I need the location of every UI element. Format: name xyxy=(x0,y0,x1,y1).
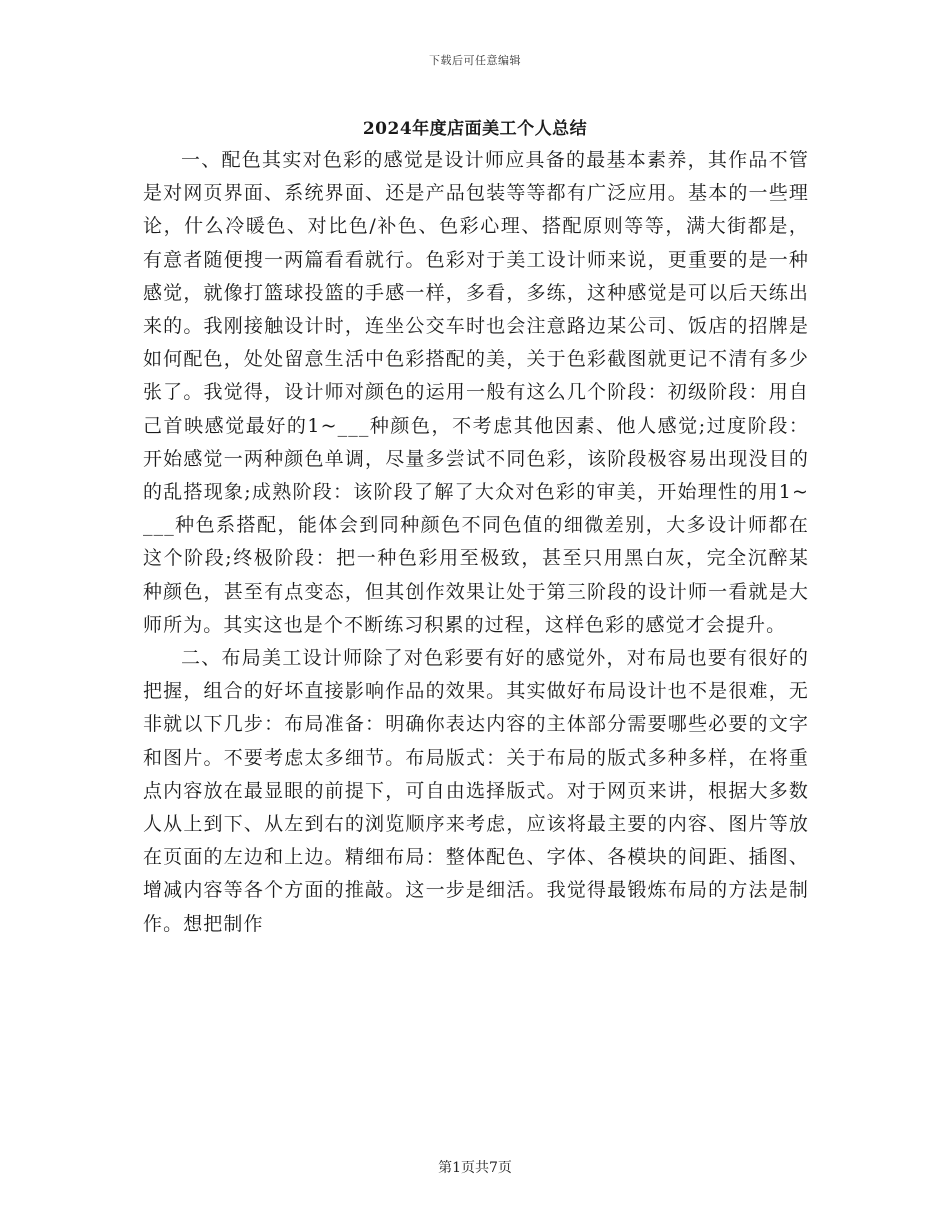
page-header-note: 下载后可任意编辑 xyxy=(429,54,521,67)
page-number: 第1页共7页 xyxy=(438,1160,512,1176)
document-body xyxy=(143,144,809,941)
paragraph-color: 一、配色其实对色彩的感觉是设计师应具备的最基本素养，其作品不管是对网页界面、系统界面、还是产品包装等等都有广泛应用。基本的一些理论，什么冷暖色、对比色/补色、色彩心理、搭配原则等等，满大街都是，有意者随便搜一两篇看看就行。色彩对于美工设计师来说，更重要的是一种感觉，就像打篮球投篮的手感一样，多看，多练，这种感觉是可以后天练出来的。我刚接触设计时，连坐公交车时也会注意路边某公司、饭店的招牌是如何配色，处处留意生活中色彩搭配的美，关于色彩截图就更记不清有多少张了。我觉得，设计师对颜色的运用一般有这么几个阶段：初级阶段：用自己首映感觉最好的1~___种颜色，不考虑其他因素、他人感觉;过度阶段：开始感觉一两种颜色单调，尽量多尝试不同色彩，该阶段极容易出现没目的的乱搭现象;成熟阶段：该阶段了解了大众对色彩的审美，开始理性的用1~___种色系搭配，能体会到同种颜色不同色值的细微差别，大多设计师都在这个阶段;终极阶段：把一种色彩用至极致，甚至只用黑白灰，完全沉醉某种颜色，甚至有点变态，但其创作效果让处于第三阶段的设计师一看就是大师所为。其实这也是个不断练习积累的过程，这样色彩的感觉才会提升。 xyxy=(143,149,809,636)
document-title: 2024年度店面美工个人总结 xyxy=(362,119,588,139)
paragraph-layout: 二、布局美工设计师除了对色彩要有好的感觉外，对布局也要有很好的把握，组合的好坏直接影响作品的效果。其实做好布局设计也不是很难，无非就以下几步：布局准备：明确你表达内容的主体部分需要哪些必要的文字和图片。不要考虑太多细节。布局版式：关于布局的版式多种多样，在将重点内容放在最显眼的前提下，可自由选择版式。对于网页来讲，根据大多数人从上到下、从左到右的浏览顺序来考虑，应该将最主要的内容、图片等放在页面的左边和上边。精细布局：整体配色、字体、各模块的间距、插图、增减内容等各个方面的推敲。这一步是细活。我觉得最锻炼布局的方法是制作。想把制作 xyxy=(143,647,809,935)
